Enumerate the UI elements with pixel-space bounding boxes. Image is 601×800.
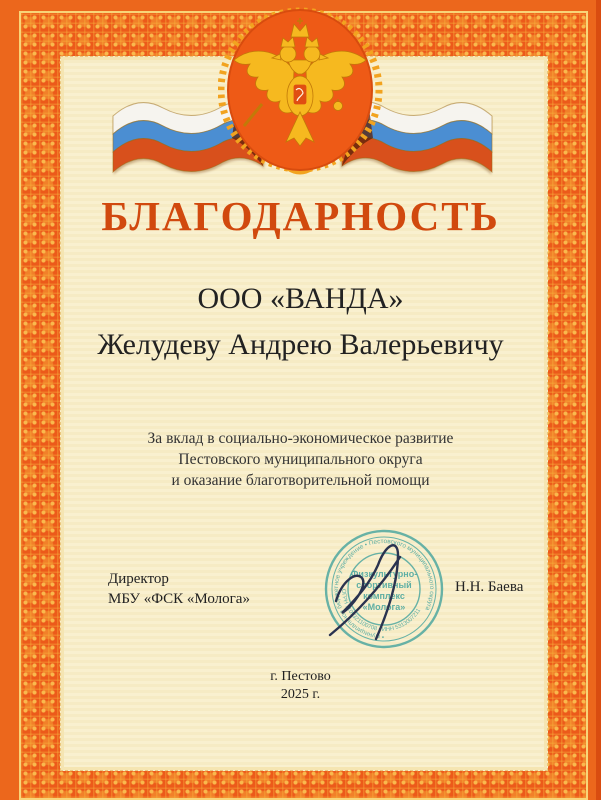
reason-line-3: и оказание благотворительной помощи [171,472,430,489]
recipient-name: Желудеву Андрею Валерьевичу [97,328,504,361]
stamp-center-line-3: комплекс [363,591,405,601]
year-label: 2025 г. [280,687,321,702]
reason-line-2: Пестовского муниципального округа [178,451,423,468]
official-stamp [312,523,452,658]
signatory-position [108,569,250,609]
signatory-position-line-2: МБУ «ФСК «Молога» [108,591,250,607]
recipient-organization: ООО «ВАНДА» [197,282,404,315]
place-and-date [0,668,601,704]
stamp-center-line-2: спортивный [356,580,412,590]
signatory-position-line-1: Директор [108,571,169,587]
certificate-title: БЛАГОДАРНОСТЬ [101,193,500,239]
reason-text [0,428,601,491]
stamp-ring-text-inner: ОГРН 1105321100708 • ИНН 5313007211 [339,588,423,634]
stamp-ring-text-outer: • муниципальное бюджетное учреждение • Пестовского муниципального округа [332,537,436,641]
place-label: г. Пестово [270,669,331,684]
stamp-center-line-1: Физкультурно- [350,569,418,579]
signatory-name: Н.Н. Баева [455,579,524,595]
reason-line-1: За вклад в социально-экономическое развитие [147,430,454,447]
coat-of-arms-icon [218,4,383,176]
stamp-center-line-4: «Молога» [362,602,406,612]
